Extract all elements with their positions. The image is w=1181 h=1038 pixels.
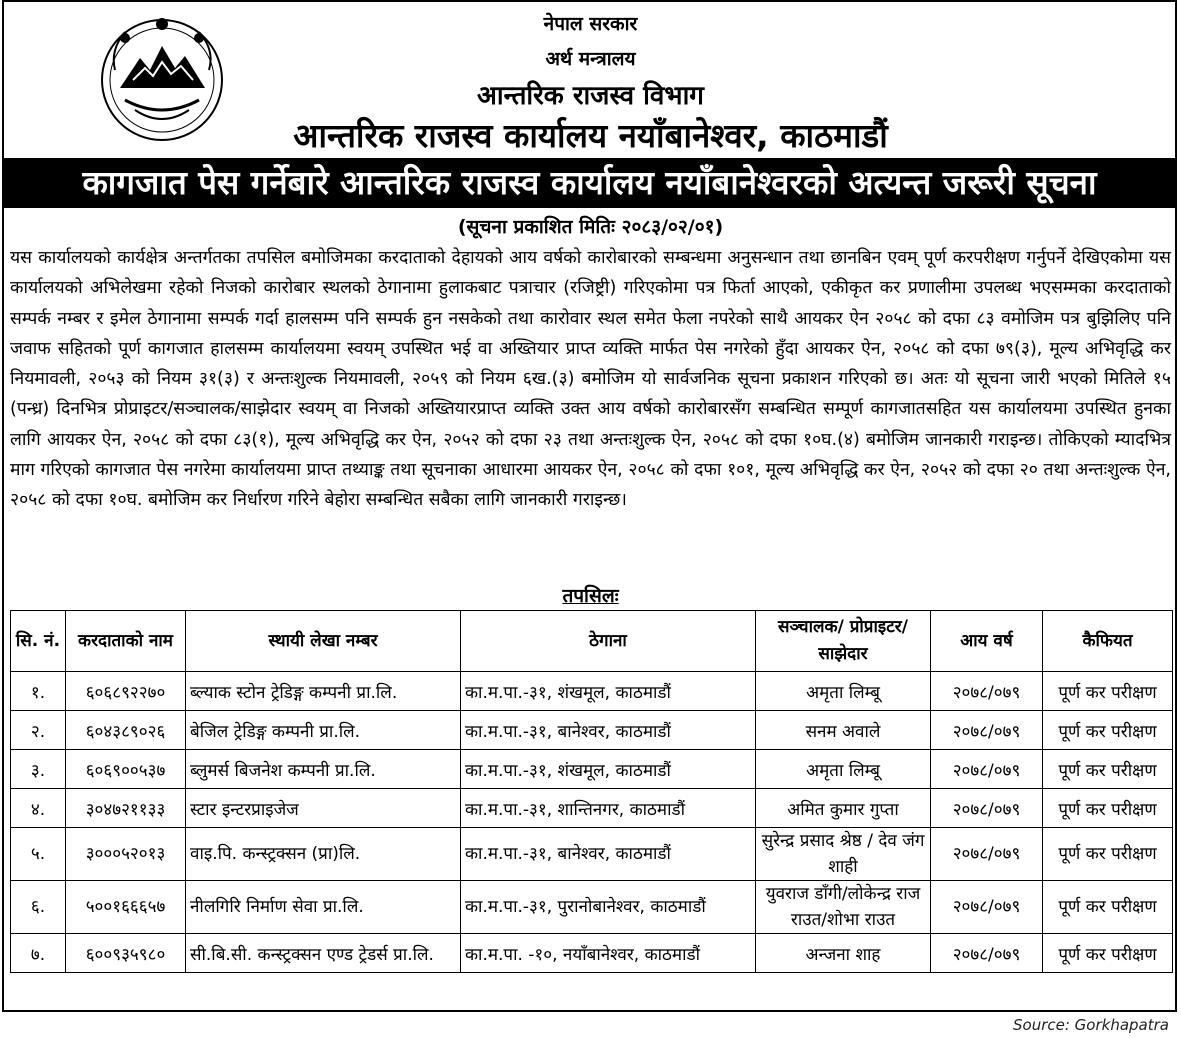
cell-year: २०७८/०७९ [931,750,1043,789]
cell-proprietor: अन्जना शाह [756,934,931,973]
cell-year: २०७८/०७९ [931,934,1043,973]
cell-pan: ६०६९००५३७ [66,750,186,789]
cell-pan: ६०६८९२२७० [66,672,186,711]
col-header-pan: स्थायी लेखा नम्बर [186,611,461,672]
cell-pan: ३०००५२०१३ [66,828,186,881]
cell-remarks: पूर्ण कर परीक्षण [1043,789,1173,828]
cell-pan: ६०४३८९०२६ [66,711,186,750]
notice-title-banner: कागजात पेस गर्नेबारे आन्तरिक राजस्व कार्यालय नयाँबानेश्वरको अत्यन्त जरूरी सूचना [2,158,1177,208]
table-row [11,789,1173,828]
cell-pan: ५००१६६६५७ [66,881,186,934]
cell-year: २०७८/०७९ [931,828,1043,881]
col-header-year: आय वर्ष [931,611,1043,672]
cell-remarks: पूर्ण कर परीक्षण [1043,672,1173,711]
cell-year: २०७८/०७९ [931,711,1043,750]
cell-sn: १. [11,672,66,711]
cell-name: वाइ.पि. कन्स्ट्रक्सन (प्रा)लि. [186,828,461,881]
taxpayer-table [10,610,1173,973]
col-header-name: करदाताको नाम [66,611,186,672]
col-header-proprietor: सञ्चालक/ प्रोप्राइटर/ साझेदार [756,611,931,672]
cell-address: का.म.पा.-३१, शान्तिनगर, काठमाडौं [461,789,756,828]
cell-sn: ४. [11,789,66,828]
cell-year: २०७८/०७९ [931,672,1043,711]
cell-name: सी.बि.सी. कन्स्ट्रक्सन एण्ड ट्रेडर्स प्रा.लि. [186,934,461,973]
cell-year: २०७८/०७९ [931,881,1043,934]
header-line-office: आन्तरिक राजस्व कार्यालय नयाँबानेश्वर, काठमाडौं [293,116,888,155]
table-row [11,711,1173,750]
cell-name: ब्लुमर्स बिजनेश कम्पनी प्रा.लि. [186,750,461,789]
table-row [11,881,1173,934]
cell-sn: ६. [11,881,66,934]
table-row [11,750,1173,789]
table-header-row [11,611,1173,672]
cell-address: का.म.पा.-३१, शंखमूल, काठमाडौं [461,672,756,711]
cell-remarks: पूर्ण कर परीक्षण [1043,828,1173,881]
table-row [11,672,1173,711]
table-row [11,934,1173,973]
cell-remarks: पूर्ण कर परीक्षण [1043,881,1173,934]
cell-proprietor: अमृता लिम्बू [756,672,931,711]
header-line-ministry: अर्थ मन्त्रालय [545,48,636,70]
cell-remarks: पूर्ण कर परीक्षण [1043,934,1173,973]
cell-address: का.म.पा. -१०, नयाँबानेश्वर, काठमाडौं [461,934,756,973]
header-line-department: आन्तरिक राजस्व विभाग [477,81,704,111]
cell-proprietor: युवराज डाँगी/लोकेन्द्र राज राउत/शोभा राउत [756,881,931,934]
cell-name: ब्ल्याक स्टोन ट्रेडिङ्ग कम्पनी प्रा.लि. [186,672,461,711]
cell-proprietor: अमित कुमार गुप्ता [756,789,931,828]
details-heading: तपसिलः [562,585,619,607]
cell-proprietor: अमृता लिम्बू [756,750,931,789]
cell-name: स्टार इन्टरप्राइजेज [186,789,461,828]
cell-address: का.म.पा.-३१, शंखमूल, काठमाडौं [461,750,756,789]
cell-proprietor: सनम अवाले [756,711,931,750]
cell-sn: ७. [11,934,66,973]
cell-address: का.म.पा.-३१, पुरानोबानेश्वर, काठमाडौं [461,881,756,934]
cell-name: बेजिल ट्रेडिङ्ग कम्पनी प्रा.लि. [186,711,461,750]
cell-year: २०७८/०७९ [931,789,1043,828]
table-row [11,828,1173,881]
cell-address: का.म.पा.-३१, बानेश्वर, काठमाडौं [461,828,756,881]
header-line-government: नेपाल सरकार [543,13,638,35]
cell-name: नीलगिरि निर्माण सेवा प्रा.लि. [186,881,461,934]
cell-address: का.म.पा.-३१, बानेश्वर, काठमाडौं [461,711,756,750]
cell-pan: ३०४७२११३३ [66,789,186,828]
cell-sn: ३. [11,750,66,789]
publish-date: (सूचना प्रकाशित मितिः २०८३/०२/०१) [457,216,724,238]
col-header-remarks: कैफियत [1043,611,1173,672]
cell-proprietor: सुरेन्द्र प्रसाद श्रेष्ठ / देव जंग शाही [756,828,931,881]
col-header-sn: सि. नं. [11,611,66,672]
notice-body: यस कार्यालयको कार्यक्षेत्र अन्तर्गतका तपसिल बमोजिमका करदाताको देहायको आय वर्षको कारोबारको सम्बन्धमा अनुसन्धान तथा छानबिन एवम् पूर्ण करपरीक्षण गर्नुपर्ने देखिएकोमा यस कार्यालयको अभिलेखमा रहेको निजको कारोबार स्थलको ठेगानामा हुलाकबाट पत्राचार (रजिष्ट्री) गरिएकोमा पत्र फिर्ता आएको, एकीकृत कर प्रणालीमा उपलब्ध भएसम्मका करदाताको सम्पर्क नम्बर र इमेल ठेगानामा सम्पर्क गर्दा हालसम्म पनि सम्पर्क हुन नसकेको तथा कारोवार स्थल समेत फेला नपरेको साथै आयकर ऐन २०५८ को दफा ८३ वमोजिम पत्र बुझिलिए पनि जवाफ सहितको पूर्ण कागजात हालसम्म कार्यालयमा स्वयम् उपस्थित भई वा अख्तियार प्राप्त व्यक्ति मार्फत पेस नगरेको हुँदा आयकर ऐन, २०५८ को दफा ७९(३), मूल्य अभिवृद्धि कर नियमावली, २०५३ को नियम ३१(३) र अन्तःशुल्क नियमावली, २०५९ को नियम ६ख.(३) बमोजिम यो सार्वजनिक सूचना प्रकाशन गरिएको छ। अतः यो सूचना जारी भएको मितिले १५ (पन्ध्र) दिनभित्र प्रोप्राइटर/सञ्चालक/साझेदार स्वयम् वा निजको अख्तियारप्राप्त व्यक्ति उक्त आय वर्षको कारोबारसँग सम्बन्धित सम्पूर्ण कागजातसहित यस कार्यालयमा उपस्थित हुनका लागि आयकर ऐन, २०५८ को दफा ८३(१), मूल्य अभिवृद्धि कर ऐन, २०५२ को दफा २३ तथा अन्तःशुल्क ऐन, २०५८ को दफा १०घ.(४) बमोजिम जानकारी गराइन्छ। तोकिएको म्यादभित्र माग गरिएको कागजात पेस नगरेमा कार्यालयमा प्राप्त तथ्याङ्क तथा सूचनाका आधारमा आयकर ऐन, २०५८ को दफा १०१, मूल्य अभिवृद्धि कर ऐन, २०५२ को दफा २० तथा अन्तःशुल्क ऐन, २०५८ को दफा १०घ. बमोजिम कर निर्धारण गरिने बेहोरा सम्बन्धित सबैका लागि जानकारी गराइन्छ। [10,248,1171,511]
cell-pan: ६००९३५९८० [66,934,186,973]
cell-sn: ५. [11,828,66,881]
cell-sn: २. [11,711,66,750]
cell-remarks: पूर्ण कर परीक्षण [1043,711,1173,750]
col-header-address: ठेगाना [461,611,756,672]
source-credit: Source: Gorkhapatra [1013,1016,1169,1034]
cell-remarks: पूर्ण कर परीक्षण [1043,750,1173,789]
